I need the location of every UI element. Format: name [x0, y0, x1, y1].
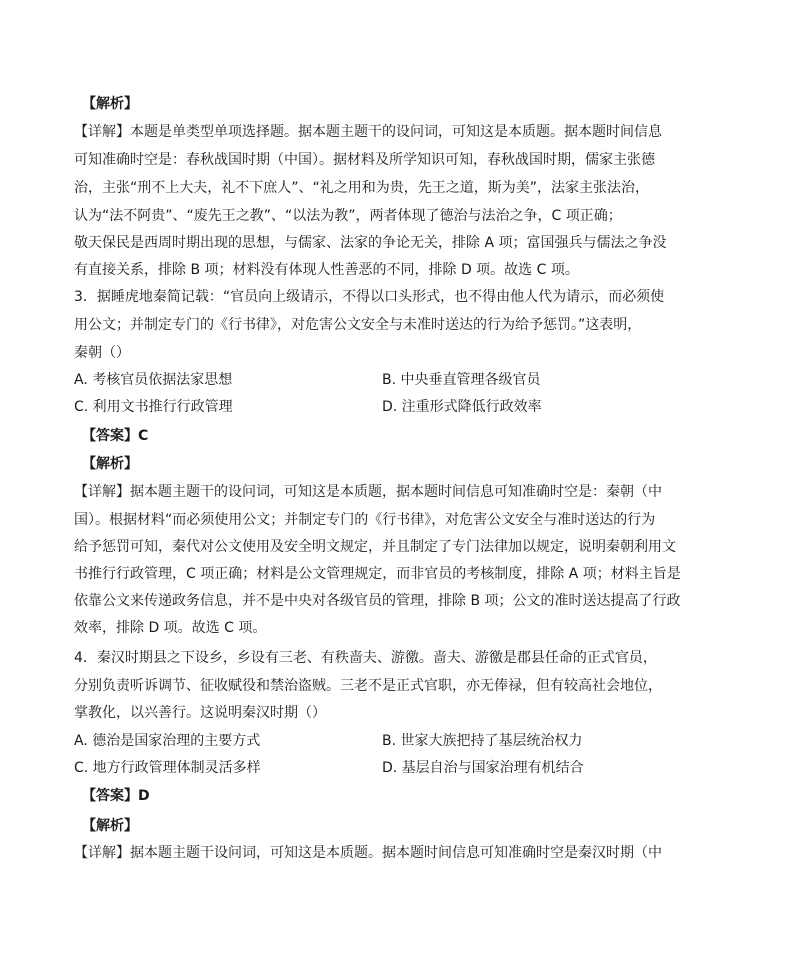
q3-stem-line: 秦朝（）: [74, 345, 130, 361]
q4-analysis-label: 【解析】: [82, 818, 138, 834]
q3-detail-line: 效率，排除 D 项。故选 C 项。: [74, 620, 267, 636]
q3-detail-line: 书推行行政管理，C 项正确；材料是公文管理规定，而非官员的考核制度，排除 A 项；材料主旨是: [74, 566, 681, 582]
q3-answer: 【答案】C: [82, 428, 149, 444]
q4-option-a: A. 德治是国家治理的主要方式: [74, 733, 261, 749]
q3-option-d: D. 注重形式降低行政效率: [382, 399, 542, 415]
q3-option-a: A. 考核官员依据法家思想: [74, 372, 233, 388]
q4-answer: 【答案】D: [82, 788, 150, 804]
q3-stem-line: 用公文；并制定专门的《行书律》，对危害公文安全与未准时送达的行为给予惩罚。”这表明，: [74, 317, 642, 333]
q3-detail-line: 依靠公文来传递政务信息，并不是中央对各级官员的管理，排除 B 项；公文的准时送达提高了行政: [74, 593, 681, 609]
q4-stem-line: 掌教化，以兴善行。这说明秦汉时期（）: [74, 705, 326, 721]
q4-option-d: D. 基层自治与国家治理有机结合: [382, 760, 584, 776]
q4-option-c: C. 地方行政管理体制灵活多样: [74, 760, 261, 776]
q3-stem-line: 3．据睡虎地秦简记载：“官员向上级请示，不得以口头形式，也不得由他人代为请示，而必须使: [74, 289, 665, 305]
q2-detail-line: 认为“法不阿贵”、“废先王之教”、“以法为教”，两者体现了德治与法治之争，C 项正确；: [74, 208, 622, 224]
q3-detail-line: 国）。根据材料“而必须使用公文；并制定专门的《行书律》，对危害公文安全与准时送达的行为: [74, 512, 656, 528]
q2-detail-line: 治，主张“刑不上大夫，礼不下庶人”、“礼之用和为贵，先王之道，斯为美”，法家主张法治，: [74, 180, 650, 196]
q2-detail-line: 有直接关系，排除 B 项；材料没有体现人性善恶的不同，排除 D 项。故选 C 项。: [74, 262, 579, 278]
q3-analysis-label: 【解析】: [82, 456, 138, 472]
q2-detail-line: 敬天保民是西周时期出现的思想，与儒家、法家的争论无关，排除 A 项；富国强兵与儒法之争没: [74, 235, 667, 251]
q4-stem-line: 分别负责听诉调节、征收赋役和禁治盗贼。三老不是正式官职，亦无俸禄，但有较高社会地位，: [74, 678, 662, 694]
q2-detail-line: 可知准确时空是：春秋战国时期（中国）。据材料及所学知识可知，春秋战国时期，儒家主张德: [74, 152, 655, 168]
q3-detail-line: 给予惩罚可知，秦代对公文使用及安全明文规定，并且制定了专门法律加以规定，说明秦朝利用文: [74, 539, 676, 555]
q4-detail-line: 【详解】据本题主题干设问词，可知这是本质题。据本题时间信息可知准确时空是秦汉时期（中: [74, 845, 662, 861]
q2-detail-line: 【详解】本题是单类型单项选择题。据本题主题干的设问词，可知这是本质题。据本题时间信息: [74, 124, 662, 140]
q2-analysis-label: 【解析】: [82, 96, 138, 112]
q3-option-b: B. 中央垂直管理各级官员: [382, 372, 541, 388]
q3-detail-line: 【详解】据本题主题干的设问词，可知这是本质题，据本题时间信息可知准确时空是：秦朝（中: [74, 484, 662, 500]
q4-option-b: B. 世家大族把持了基层统治权力: [382, 733, 583, 749]
q3-option-c: C. 利用文书推行行政管理: [74, 399, 233, 415]
q4-stem-line: 4．秦汉时期县之下设乡，乡设有三老、有秩啬夫、游徼。啬夫、游徼是郡县任命的正式官员，: [74, 650, 657, 666]
